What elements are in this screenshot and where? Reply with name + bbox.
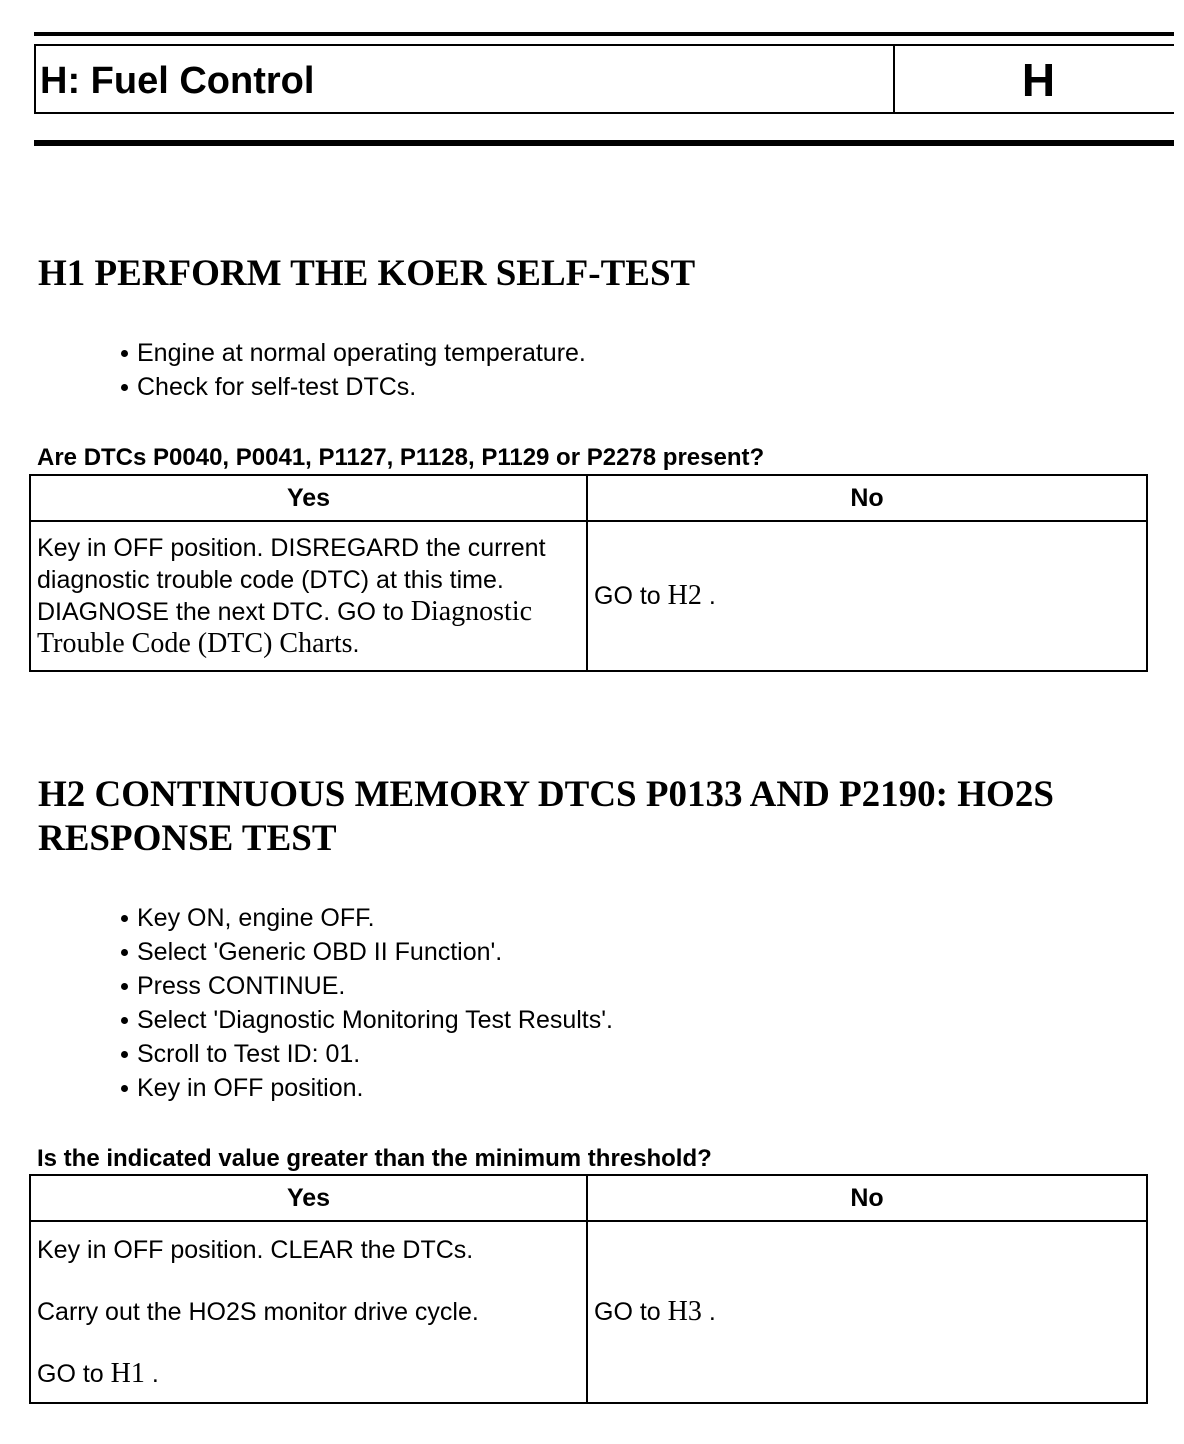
yes-cell [30, 521, 587, 671]
answer-table-h2 [29, 1174, 1148, 1404]
yes-cell [30, 1221, 587, 1403]
step-item: Select 'Generic OBD II Function'. [118, 935, 613, 969]
no-cell [587, 1221, 1147, 1403]
step-item: Check for self-test DTCs. [118, 370, 586, 404]
steps-list-h1 [118, 336, 586, 404]
header-top-rule [34, 32, 1174, 36]
question-h1: Are DTCs P0040, P0041, P1127, P1128, P1129 or P2278 present? [37, 444, 765, 471]
section-heading-h2: H2 CONTINUOUS MEMORY DTCS P0133 AND P2190: HO2S RESPONSE TEST [38, 774, 1054, 859]
no-cell [587, 521, 1147, 671]
no-header: No [587, 1175, 1147, 1221]
header-bottom-rule [34, 140, 1174, 146]
question-h2: Is the indicated value greater than the minimum threshold? [37, 1145, 712, 1172]
steps-list-h2 [118, 901, 613, 1105]
step-item: Key in OFF position. [118, 1071, 613, 1105]
no-prefix: GO to [594, 1298, 661, 1326]
step-item: Press CONTINUE. [118, 969, 613, 1003]
yes-instruction: Key in OFF position. DISREGARD the current diagnostic trouble code (DTC) at this time. DIAGNOSE the next DTC. GO to [37, 534, 546, 626]
yes-line: Key in OFF position. CLEAR the DTCs. [37, 1236, 474, 1264]
step-item: Engine at normal operating temperature. [118, 336, 586, 370]
page-header [34, 44, 1174, 114]
page-title: H: Fuel Control [40, 60, 315, 102]
step-item: Key ON, engine OFF. [118, 901, 613, 935]
no-prefix: GO to [594, 582, 661, 610]
yes-line: Carry out the HO2S monitor drive cycle. [37, 1298, 479, 1326]
step-item: Scroll to Test ID: 01. [118, 1037, 613, 1071]
answer-table-h1 [29, 474, 1148, 672]
yes-prefix: GO to [37, 1360, 104, 1388]
yes-header: Yes [30, 1175, 587, 1221]
goto-h3-link[interactable]: H3 [667, 1296, 702, 1327]
section-code: H [1021, 54, 1056, 106]
section-heading-h1: H1 PERFORM THE KOER SELF-TEST [38, 253, 696, 294]
dtc-charts-link[interactable]: Diagnostic Trouble Code (DTC) Charts [37, 596, 533, 659]
no-header: No [587, 475, 1147, 521]
no-suffix: . [708, 1298, 716, 1326]
yes-goto [37, 1358, 580, 1390]
step-item: Select 'Diagnostic Monitoring Test Results'. [118, 1003, 613, 1037]
yes-suffix: . [151, 1360, 159, 1388]
goto-h2-link[interactable]: H2 [667, 580, 702, 611]
yes-header: Yes [30, 475, 587, 521]
no-suffix: . [708, 582, 716, 610]
yes-suffix: . [352, 630, 360, 658]
goto-h1-link[interactable]: H1 [110, 1358, 145, 1389]
